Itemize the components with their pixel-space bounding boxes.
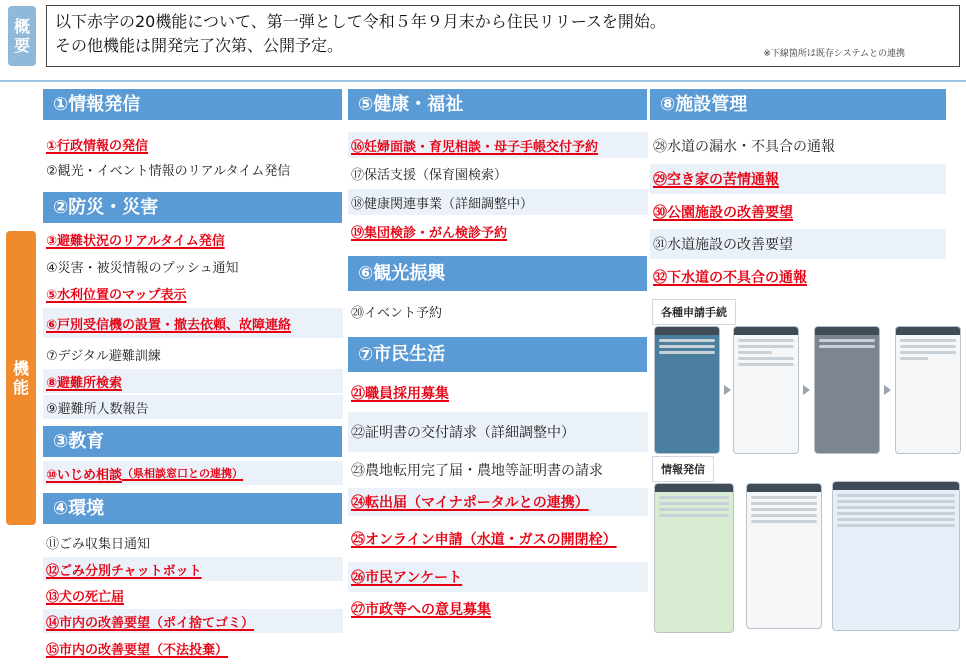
feature-item: ⑨避難所人数報告 [43,395,343,419]
section-title: ①情報発信 [43,89,342,120]
feature-item[interactable]: ⑭市内の改善要望（ポイ捨てゴミ） [43,609,343,633]
overview-tag [8,6,36,66]
feature-item: ②観光・イベント情報のリアルタイム発信 [46,163,291,179]
feature-item[interactable]: ⑯妊婦面談・育児相談・母子手帳交付予約 [348,132,648,158]
feature-item[interactable]: ㉖市民アンケート [348,562,648,592]
section-title: ④環境 [43,493,342,524]
overview-line-2: その他機能は開発完了次第、公開予定。 [55,36,344,55]
arrow-icon [724,385,731,395]
info-screenshot [832,481,960,631]
feature-item[interactable]: ㉜下水道の不具合の通報 [653,270,807,286]
arrow-icon [803,385,810,395]
feature-item: ㉓農地転用完了届・農地等証明書の請求 [351,463,603,479]
feature-item: ㉒証明書の交付請求（詳細調整中） [348,412,648,452]
feature-tag-char: 機 [12,359,29,378]
feature-item: ⑰保活支援（保育園検索） [351,167,508,183]
feature-item[interactable]: ⑥戸別受信機の設置・撤去依頼、故障連絡 [43,308,343,338]
feature-item[interactable]: ㉙空き家の苦情通報 [650,164,946,194]
section-title: ⑤健康・福祉 [348,89,647,120]
feature-item[interactable]: ⑮市内の改善要望（不法投棄） [46,642,229,658]
feature-item: ⑱健康関連事業（詳細調整中） [348,189,648,215]
overview-tag-char: 概 [13,17,30,36]
feature-tag [6,231,36,525]
feature-item-sub: （県相談窓口との連携） [122,467,244,480]
feature-item: ⑦デジタル避難訓練 [46,348,161,364]
info-screenshot [746,483,822,629]
section-title: ③教育 [43,426,342,457]
feature-item[interactable]: ③避難状況のリアルタイム発信 [46,233,225,249]
feature-item: ㉘水道の漏水・不具合の通報 [653,139,835,155]
feature-item[interactable]: ⑬犬の死亡届 [46,589,125,605]
section-title: ⑧施設管理 [650,89,946,120]
section-title: ②防災・災害 [43,192,342,223]
overview-line-1: 以下赤字の20機能について、第一弾として令和５年９月末から住民リリースを開始。 [55,12,666,31]
feature-item-label: ⑩いじめ相談 [46,467,123,483]
overview-tag-char: 要 [13,36,30,55]
info-screenshot [654,483,734,633]
feature-item[interactable]: ㉚公園施設の改善要望 [653,205,793,221]
feature-item[interactable]: ⑤水利位置のマップ表示 [46,287,187,303]
overview-summary [46,5,960,67]
feature-item[interactable]: ㉕オンライン申請（水道・ガスの開閉栓） [351,532,617,548]
app-screenshot [733,326,799,454]
section-title: ⑦市民生活 [348,337,647,372]
feature-item[interactable]: ⑧避難所検索 [43,369,343,393]
overview-note: ※下線箇所は既存システムとの連携 [763,49,905,59]
feature-item[interactable]: ⑫ごみ分別チャットボット [43,557,343,581]
feature-item: ⑳イベント予約 [351,305,443,321]
feature-item: ④災害・被災情報のプッシュ通知 [46,260,239,276]
divider [0,80,966,82]
app-screenshot [814,326,880,454]
app-screenshot [895,326,961,454]
feature-item: ⑪ごみ収集日通知 [46,536,151,552]
application-screens-label: 各種申請手続 [652,299,736,325]
section-title: ⑥観光振興 [348,256,647,291]
arrow-icon [884,385,891,395]
feature-item[interactable]: ①行政情報の発信 [46,138,149,154]
info-screens-label: 情報発信 [652,456,714,482]
feature-item[interactable]: ㉔転出届（マイナポータルとの連携） [348,488,648,516]
feature-item[interactable]: ㉑職員採用募集 [351,386,449,402]
feature-item[interactable]: ㉗市政等への意見募集 [351,602,491,618]
feature-item[interactable]: ⑲集団検診・がん検診予約 [351,225,508,241]
feature-item: ㉛水道施設の改善要望 [650,229,946,259]
app-screenshot [654,326,720,454]
feature-tag-char: 能 [12,378,29,397]
feature-item[interactable] [43,461,343,485]
